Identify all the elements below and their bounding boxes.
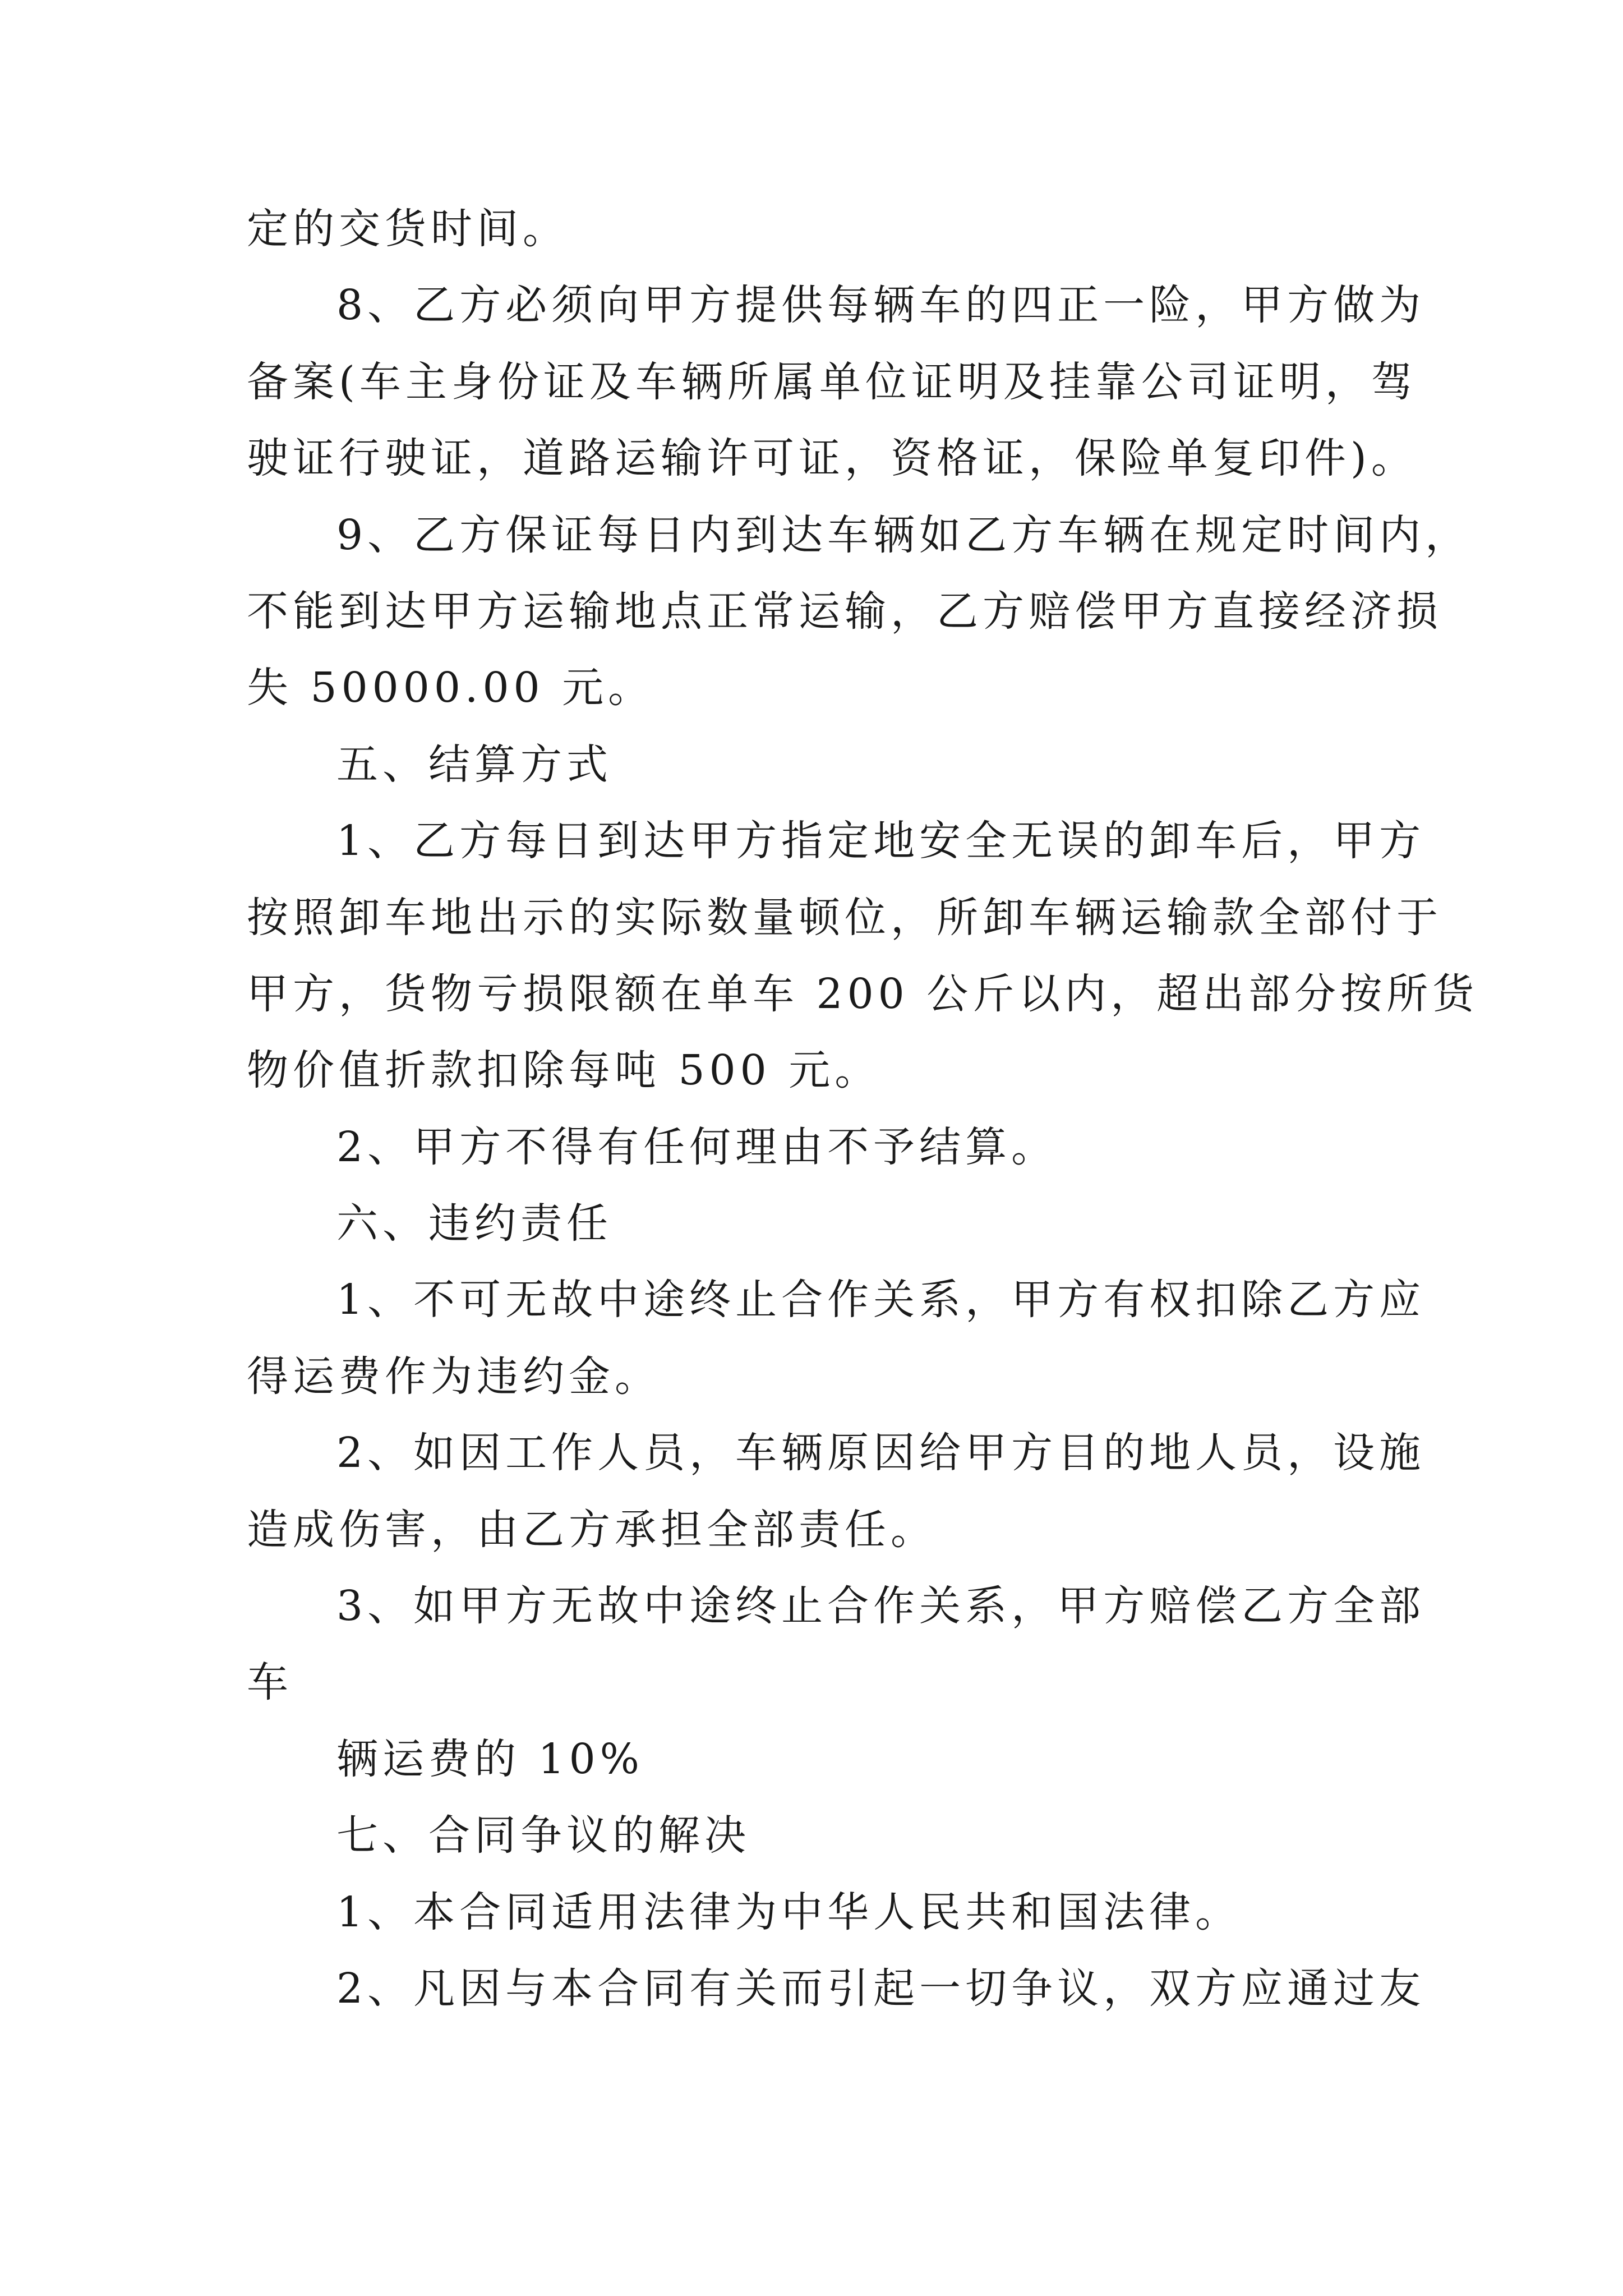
text-line: 驶证行驶证，道路运输许可证，资格证，保险单复印件)。 [247, 434, 1417, 483]
text-line: 8、乙方必须向甲方提供每辆车的四正一险，甲方做为 [336, 281, 1426, 330]
text-line: 备案(车主身份证及车辆所属单位证明及挂靠公司证明，驾 [247, 357, 1417, 406]
text-line: 辆运费的 10% [336, 1734, 644, 1783]
text-line: 2、如因工作人员，车辆原因给甲方目的地人员，设施 [336, 1429, 1426, 1478]
text-line: 9、乙方保证每日内到达车辆如乙方车辆在规定时间内， [336, 510, 1472, 559]
text-line: 车 [247, 1658, 293, 1707]
text-line: 1、本合同适用法律为中华人民共和国法律。 [336, 1888, 1242, 1936]
text-line: 2、甲方不得有任何理由不予结算。 [336, 1122, 1058, 1171]
text-line: 物价值折款扣除每吨 500 元。 [247, 1046, 881, 1095]
text-line: 不能到达甲方运输地点正常运输，乙方赔偿甲方直接经济损 [247, 587, 1442, 636]
text-line: 1、乙方每日到达甲方指定地安全无误的卸车后，甲方 [336, 817, 1426, 866]
text-line: 六、违约责任 [336, 1199, 612, 1248]
text-line: 定的交货时间。 [247, 205, 569, 253]
text-line: 1、不可无故中途终止合作关系，甲方有权扣除乙方应 [336, 1276, 1426, 1324]
text-line: 五、结算方式 [336, 740, 612, 789]
text-line: 造成伤害，由乙方承担全部责任。 [247, 1505, 937, 1554]
text-line: 甲方，货物亏损限额在单车 200 公斤以内，超出部分按所货 [247, 969, 1479, 1018]
contract-body-text [247, 191, 1479, 2027]
text-line: 2、凡因与本合同有关而引起一切争议，双方应通过友 [336, 1964, 1426, 2013]
text-line: 失 50000.00 元。 [247, 664, 654, 712]
text-line: 得运费作为违约金。 [247, 1352, 661, 1401]
text-line: 七、合同争议的解决 [336, 1811, 750, 1860]
text-line: 3、如甲方无故中途终止合作关系，甲方赔偿乙方全部 [336, 1582, 1426, 1631]
text-line: 按照卸车地出示的实际数量顿位，所卸车辆运输款全部付于 [247, 893, 1442, 942]
